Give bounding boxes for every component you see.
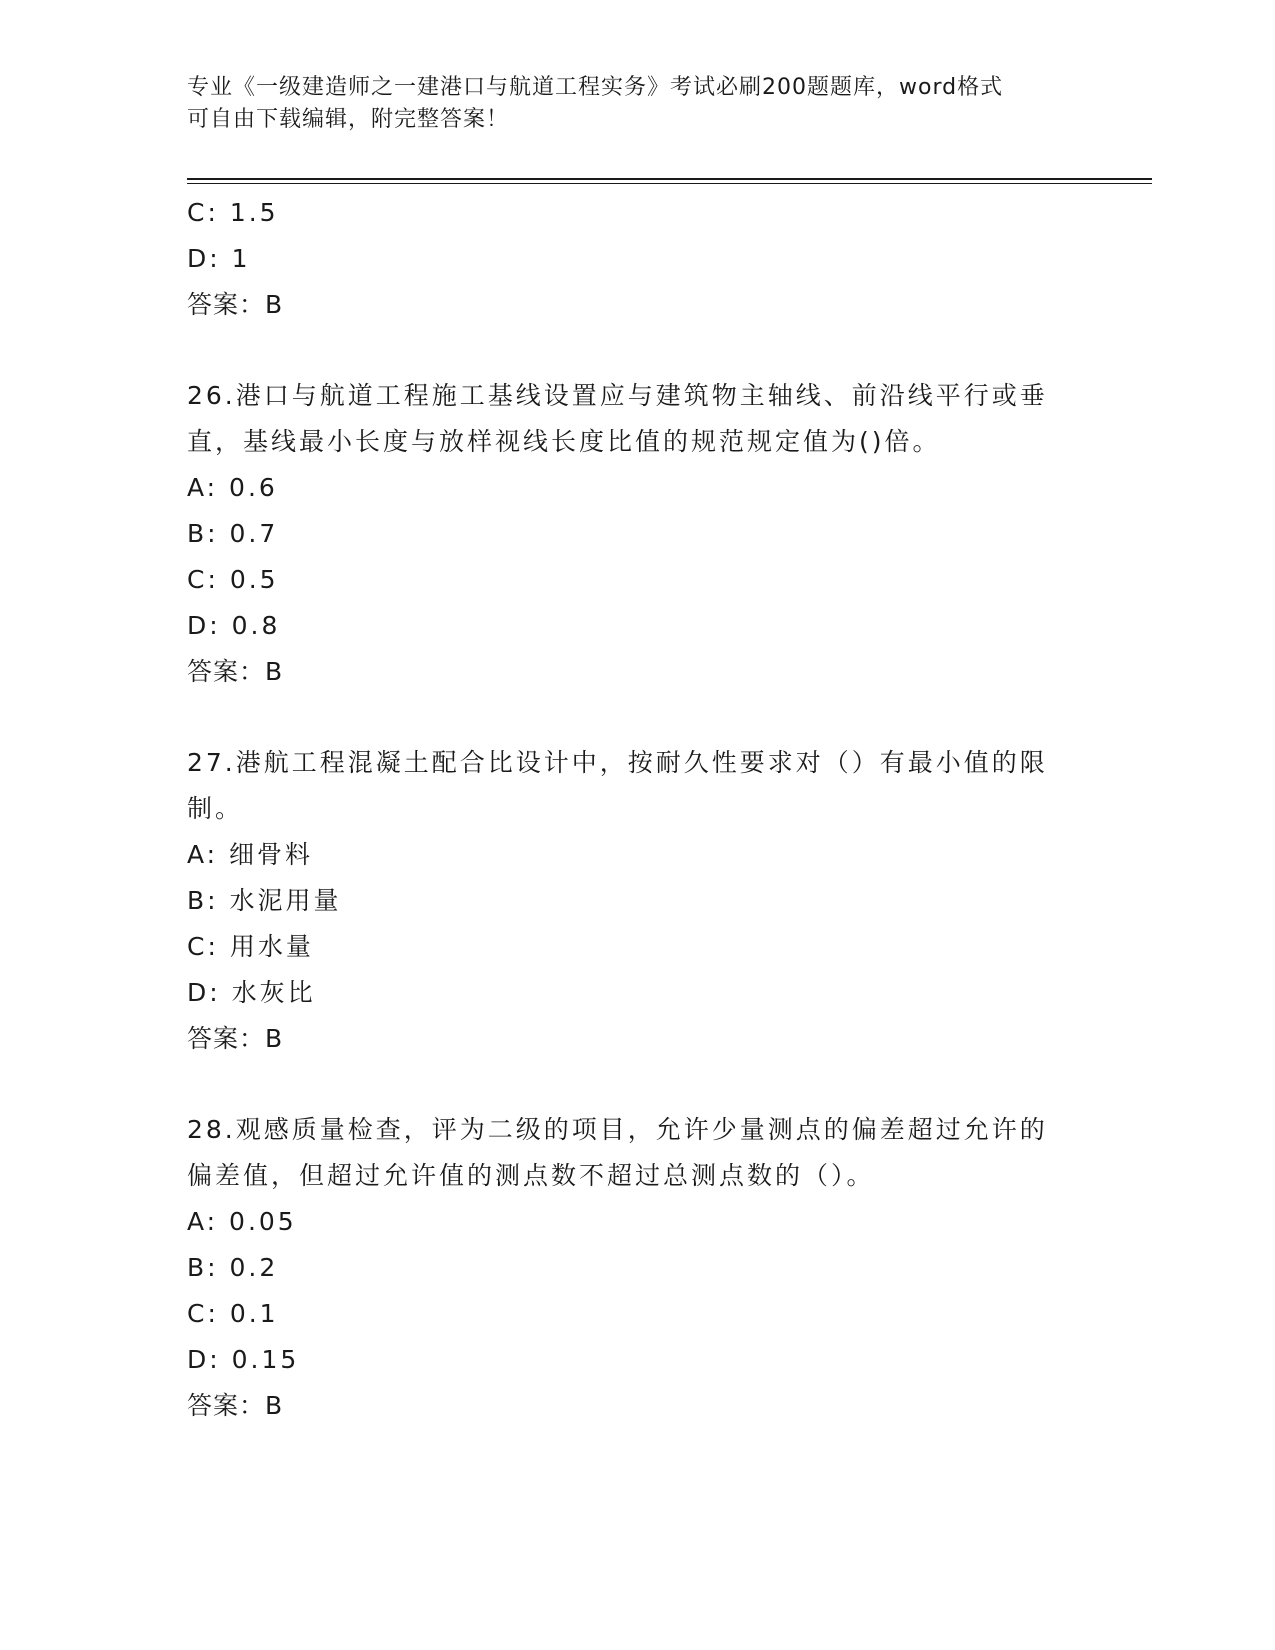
option-c: C: 0.1 xyxy=(187,1299,279,1328)
option-d: D: 0.8 xyxy=(187,611,281,640)
option-a: A: 0.05 xyxy=(187,1207,297,1236)
page-header xyxy=(187,72,1087,136)
answer-line: 答案：B xyxy=(187,1024,284,1053)
question-26 xyxy=(187,373,1087,695)
header-divider xyxy=(187,178,1152,180)
option-d: D: 水灰比 xyxy=(187,978,316,1007)
stem-line: 偏差值，但超过允许值的测点数不超过总测点数的（）。 xyxy=(187,1161,875,1190)
option-a: A: 细骨料 xyxy=(187,840,314,869)
stem-line: 27.港航工程混凝土配合比设计中，按耐久性要求对（）有最小值的限 xyxy=(187,748,1048,777)
option-a: A: 0.6 xyxy=(187,473,278,502)
option-d: D: 0.15 xyxy=(187,1345,300,1374)
document-body xyxy=(187,190,1087,1429)
header-title-line-1: 专业《一级建造师之一建港口与航道工程实务》考试必刷200题题库，word格式 xyxy=(187,75,1004,100)
option-b: B: 水泥用量 xyxy=(187,886,342,915)
stem-line: 直，基线最小长度与放样视线长度比值的规范规定值为()倍。 xyxy=(187,427,941,456)
option-c: C: 用水量 xyxy=(187,932,314,961)
question-stem xyxy=(187,373,1087,465)
previous-question-tail xyxy=(187,190,1087,328)
option-b: B: 0.2 xyxy=(187,1253,279,1282)
question-28 xyxy=(187,1107,1087,1429)
option-c: C: 0.5 xyxy=(187,565,279,594)
stem-line: 制。 xyxy=(187,794,244,823)
answer-line: 答案：B xyxy=(187,290,284,319)
option-b: B: 0.7 xyxy=(187,519,279,548)
stem-line: 28.观感质量检查，评为二级的项目，允许少量测点的偏差超过允许的 xyxy=(187,1115,1048,1144)
header-divider-thin xyxy=(187,183,1152,184)
option-c: C: 1.5 xyxy=(187,198,279,227)
answer-line: 答案：B xyxy=(187,1391,284,1420)
header-title-line-2: 可自由下载编辑，附完整答案！ xyxy=(187,107,510,132)
stem-line: 26.港口与航道工程施工基线设置应与建筑物主轴线、前沿线平行或垂 xyxy=(187,381,1048,410)
question-27 xyxy=(187,740,1087,1062)
answer-line: 答案：B xyxy=(187,657,284,686)
option-d: D: 1 xyxy=(187,244,251,273)
question-stem xyxy=(187,740,1087,832)
question-stem xyxy=(187,1107,1087,1199)
